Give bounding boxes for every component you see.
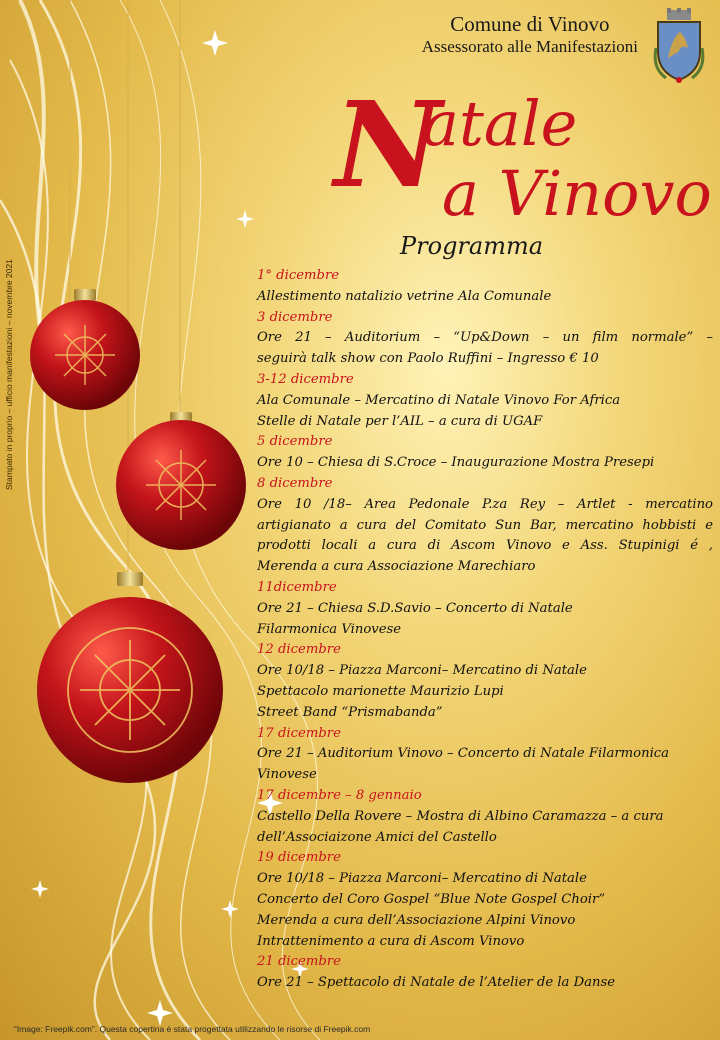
event-description-line: prodotti locali a cura di Ascom Vinovo e Ass. Stupinigi é , — [257, 538, 713, 554]
event-description-line: Ore 21 – Auditorium – “Up&Down – un film normale” – — [257, 330, 713, 346]
event-date: 1° dicembre — [257, 268, 340, 283]
event-item — [257, 266, 713, 308]
event-item — [257, 952, 713, 994]
event-date: 3 dicembre — [257, 309, 333, 325]
event-description-line: dell’Associaizone Amici del Castello — [257, 829, 497, 845]
event-description-line: Spettacolo marionette Maurizio Lupi — [257, 683, 504, 699]
event-item — [257, 724, 713, 786]
event-description-line: Concerto del Coro Gospel “Blue Note Gospel Choir” — [257, 891, 606, 907]
poster: Stampato in proprio – ufficio manifestazioni – novembre 2021 Comune di Vinovo Assessorato alle Manifestazioni N atale a Vinovo Programma 1° dicembre Allestimento natalizio vetrine Ala Comunale 3 dicembre Ore 21 – Auditorium – “Up&Down – un film normale” – seguirà talk show con Paolo Ruffini – Ingresso € 10 3-12 dicembre Ala Comunale – Mercatino di Natale Vinovo For Africa Stelle di Natale per l’AIL – a cura di UGAF 5 dicembre Ore 10 – Chiesa di S.Croce – Inaugurazione Mostra Presepi 8 dicembre Ore 10 /18– Area Pedonale P.za Rey – Artlet - mercatino artigianato a cura del Comitato Sun Bar, mercatino hobbisti e prodotti locali a cura di Ascom Vinovo e Ass. Stupinigi é , Merenda a cura Associazione Marechiaro 11dicembre Ore 21 – Chiesa S.D.Savio – Concerto di Natale Filarmonica Vinovese 12 dicembre Ore 10/18 – Piazza Marconi– Mercatino di Natale Spettacolo marionette Maurizio Lupi Street Band “Prismabanda” 17 dicembre Ore 21 – Auditorium Vinovo – Concerto di Natale Filarmonica Vinovese 17 dicembre – 8 gennaio Castello Della Rovere – Mostra di Albino Caramazza – a cura dell’Associaizone Amici del Castello 19 dicembre Ore 10/18 – Piazza Marconi– Mercatino di Natale Concerto del Coro Gospel “Blue Note Gospel Choir” Merenda a cura dell’Associazione Alpini Vinovo Intrattenimento a cura di Ascom Vinovo 21 dicembre Ore 21 – Spettacolo di Natale de l’Atelier de la Danse “Image: Freepik.com”. Questa copertina è stata progettata utilizzando le risorse di Freepik.com — [0, 0, 720, 1040]
event-date: 12 dicembre — [257, 642, 341, 658]
event-description-line: Intrattenimento a cura di Ascom Vinovo — [257, 933, 525, 949]
event-date: 17 dicembre — [257, 725, 341, 741]
event-item — [257, 848, 713, 952]
event-date: 5 dicembre — [257, 434, 333, 450]
event-date: 3-12 dicembre — [257, 371, 354, 387]
event-description-line: Allestimento natalizio vetrine Ala Comunale — [257, 288, 552, 304]
title-line-2: a Vinovo — [442, 157, 712, 230]
title-initial: N — [334, 75, 442, 214]
municipal-crest-icon — [650, 8, 708, 86]
title-line-1: atale — [422, 87, 578, 160]
image-credit: “Image: Freepik.com”. Questa copertina è stata progettata utilizzando le risorse di Freepik.com — [14, 1024, 371, 1034]
event-description-line: artigianato a cura del Comitato Sun Bar, mercatino hobbisti e — [257, 517, 713, 533]
event-date: 21 dicembre — [257, 954, 341, 970]
header — [422, 12, 638, 58]
event-description-line: Castello Della Rovere – Mostra di Albino Caramazza – a cura — [257, 808, 664, 824]
event-description-line: Ore 21 – Spettacolo di Natale de l’Atelier de la Danse — [257, 975, 616, 991]
event-description-line: Ore 10 /18– Area Pedonale P.za Rey – Artlet - mercatino — [257, 496, 713, 512]
event-item — [257, 578, 713, 640]
event-description-line: Ore 10/18 – Piazza Marconi– Mercatino di Natale — [257, 871, 587, 887]
event-description-line: Stelle di Natale per l’AIL – a cura di UGAF — [257, 413, 543, 429]
event-description-line: Merenda a cura dell’Associazione Alpini Vinovo — [257, 912, 576, 928]
event-description-line: Ore 10 – Chiesa di S.Croce – Inaugurazione Mostra Presepi — [257, 455, 655, 471]
municipality-name: Comune di Vinovo — [450, 12, 610, 36]
event-date: 11dicembre — [257, 579, 337, 595]
event-description-line: Merenda a cura Associazione Marechiaro — [257, 559, 536, 575]
department-name: Assessorato alle Manifestazioni — [421, 37, 638, 56]
event-date: 17 dicembre – 8 gennaio — [257, 787, 422, 803]
event-item — [257, 308, 713, 370]
event-date: 19 dicembre — [257, 850, 341, 866]
event-item — [257, 432, 713, 474]
event-description-line: Vinovese — [257, 767, 317, 783]
event-description-line: seguirà talk show con Paolo Ruffini – Ingresso € 10 — [257, 351, 599, 367]
event-description-line: Ore 21 – Auditorium Vinovo – Concerto di Natale Filarmonica — [257, 746, 670, 762]
event-description-line: Filarmonica Vinovese — [257, 621, 402, 637]
christmas-ornament-icon — [30, 289, 140, 410]
event-description-line: Ore 21 – Chiesa S.D.Savio – Concerto di Natale — [257, 600, 573, 616]
programma-heading: Programma — [400, 232, 544, 260]
event-item — [257, 474, 713, 578]
event-date: 8 dicembre — [257, 475, 333, 491]
event-program — [257, 266, 713, 994]
poster-title — [330, 75, 720, 234]
event-item — [257, 786, 713, 848]
christmas-ornament-icon — [116, 412, 246, 550]
event-item — [257, 640, 713, 723]
event-description-line: Street Band “Prismabanda” — [257, 704, 443, 720]
event-item — [257, 370, 713, 432]
event-description-line: Ore 10/18 – Piazza Marconi– Mercatino di Natale — [257, 663, 587, 679]
event-description-line: Ala Comunale – Mercatino di Natale Vinovo For Africa — [257, 392, 621, 408]
